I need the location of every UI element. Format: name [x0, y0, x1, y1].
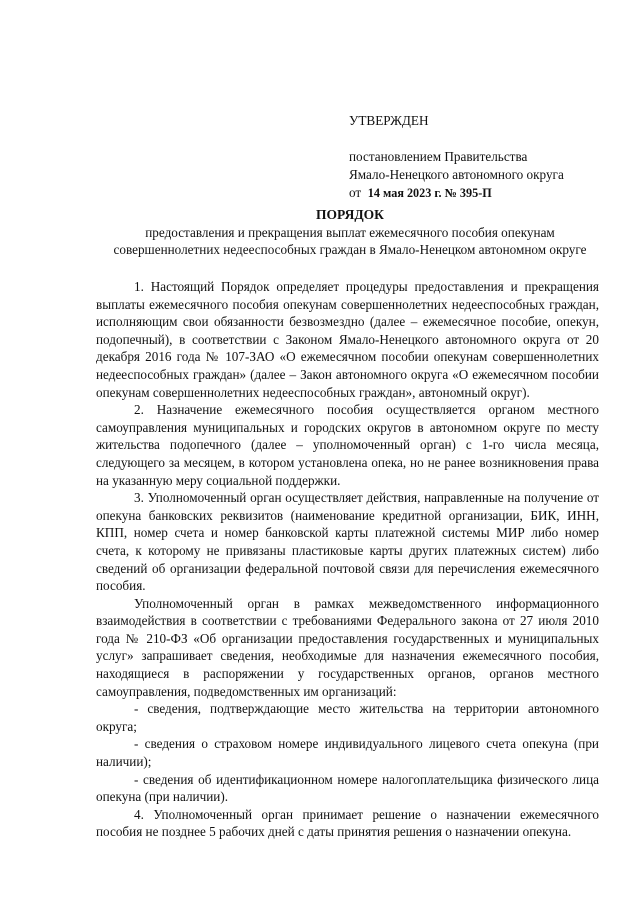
list-item-snils: - сведения о страховом номере индивидуального лицевого счета опекуна (при наличии); [96, 736, 599, 770]
approval-date-line [349, 184, 629, 202]
approval-date-prefix: от [349, 185, 362, 200]
approval-block [349, 112, 629, 202]
list-item-inn: - сведения об идентификационном номере налогоплательщика физического лица опекуна (при наличии). [96, 771, 599, 805]
paragraph-3-interaction: Уполномоченный орган в рамках межведомственного информационного взаимодействия в соответствии с требованиями Федерального закона от 27 июля 2010 года № 210-ФЗ «Об организации предоставления государственных и муниципальных услуг» запрашивает сведения, необходимые для назначения ежемесячного пособия, находящиеся в распоряжении у государственных органов, органов местного самоуправления, подведомственных им организаций: [96, 595, 599, 699]
paragraph-2: 2. Назначение ежемесячного пособия осуществляется органом местного самоуправления муниципальных и городских округов в автономном округе по месту жительства подопечного (далее – уполномоченный орган) с 1-го числа месяца, следующего за месяцем, в котором установлена опека, но не ранее возникновения права на указанную меру социальной поддержки. [96, 402, 599, 488]
paragraph-3: 3. Уполномоченный орган осуществляет действия, направленные на получение от опекуна банковских реквизитов (наименование кредитной организации, БИК, ИНН, КПП, номер счета и номер банковской карты платежной системы МИР либо номер счета, к которому не привязаны пластиковые карты других платежных систем) либо сведений об организации федеральной почтовой связи для перечисления ежемесячного пособия. [96, 490, 599, 594]
document-heading [100, 206, 600, 258]
document-subtitle: предоставления и прекращения выплат ежемесячного пособия опекунам совершеннолетних недееспособных граждан в Ямало-Ненецком автономном округе [113, 225, 587, 257]
paragraph-1: 1. Настоящий Порядок определяет процедуры предоставления и прекращения выплаты ежемесячного пособия опекунам совершеннолетних недееспособных граждан, исполняющим свои обязанности безвозмездно (далее – ежемесячное пособие, опекун, подопечный), в соответствии с Законом Ямало-Ненецкого автономного округа от 20 декабря 2016 года № 107-ЗАО «О ежемесячном пособии опекунам совершеннолетних недееспособных граждан» (далее – Закон автономного округа «О ежемесячном пособии опекунам совершеннолетних недееспособных граждан», автономный округ). [96, 279, 599, 400]
paragraph-4: 4. Уполномоченный орган принимает решение о назначении ежемесячного пособия не позднее 5 рабочих дней с даты принятия решения о назначении опекуна. [96, 806, 599, 840]
approval-stamp: УТВЕРЖДЕН [349, 113, 429, 128]
approval-line-1: постановлением Правительства [349, 149, 528, 164]
document-title: ПОРЯДОК [316, 207, 384, 222]
document-body [96, 278, 599, 841]
approval-date-number: 14 мая 2023 г. № 395-П [367, 186, 492, 200]
list-item-residence: - сведения, подтверждающие место жительства на территории автономного округа; [96, 701, 599, 734]
approval-line-2: Ямало-Ненецкого автономного округа [349, 167, 564, 182]
